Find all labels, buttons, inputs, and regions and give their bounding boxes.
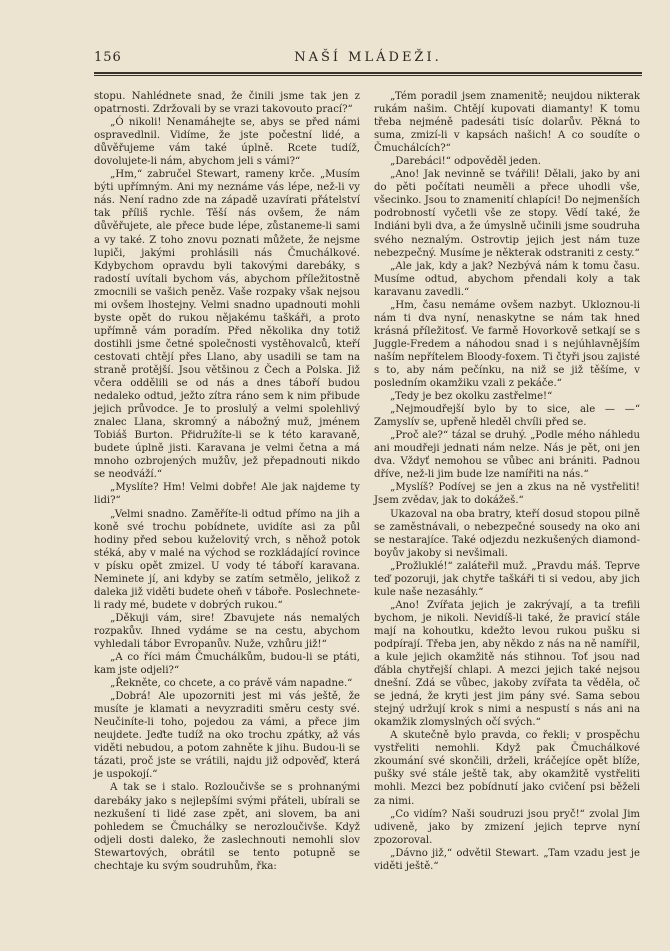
left-column — [94, 90, 360, 873]
paragraph: „Ano! Zvířata jejich je zakrývají, a ta trefili bychom, je nikoli. Nevidíš-li také, že pravicí stále mají na kohoutku, kdežto levou rukou pušku si podpírají. Třeba jen, aby někdo z nás na ně namířil, a kule jejich okamžitě nás stihnou. Toť jsou nad ďábla chytřejší chlapi. A mezci jejich také nejsou dnešní. Zdá se vůbec, jakoby zvířata ta věděla, oč se jedná, že kryti jest jim pány své. Sama sebou stejný udržují krok s nimi a nespustí s nás ani na okamžik zlomyslných očí svých.“ — [374, 599, 640, 729]
paragraph: „Prožluklé!“ zaláteřil muž. „Pravdu máš. Teprve teď pozoruji, jak chytře taškáři ti si vedou, aby jich kule naše nezasáhly.“ — [374, 560, 640, 598]
paragraph: „Nejmoudřejší bylo by to sice, ale — —“ Zamyslív se, upřeně hleděl chvíli před se. — [374, 404, 640, 429]
paragraph: „Ano! Jak nevinně se tvářili! Dělali, jako by ani do pěti počítati neuměli a přece uhodli vše, všecinko. Jsou to znamenití chlapíci! Do nejmenších podrobností vyčetli vše ze stopy. Vědí také, že Indiáni byli dva, a že úmyslně učinili jsme soudruha svého neznalým. Ostrovtip jejich jest nám tuze nebezpečný. Musíme je některak odstraniti z cesty.“ — [374, 169, 640, 259]
paragraph: „Řekněte, co chcete, a co právě vám napadne.“ — [110, 678, 353, 690]
right-column — [374, 90, 640, 873]
paragraph: „Proč ale?“ tázal se druhý. „Podle mého náhledu ani moudřeji jednati nám nelze. Nás je pět, oni jen dva. Vždyť nemohou se vůbec ani brániti. Padnou dříve, než-li jim bude lze namířiti na nás.“ — [374, 430, 640, 481]
paragraph: „Ale jak, kdy a jak? Nezbývá nám k tomu času. Musíme odtud, abychom přendali koly a tak karavanu zavedli.“ — [374, 260, 640, 298]
paragraph: stopu. Nahlédnete snad, že činili jsme tak jen z opatrnosti. Zdržovali by se vrazi takovouto prací?“ — [94, 91, 360, 116]
paragraph: „Ó nikoli! Nenamáhejte se, abys se před námi ospravedlnil. Vidíme, že jste počestní lidé, a důvěřujeme vám také úplně. Rcete tudíž, dovolujete-li nám, abychom jeli s vámi?“ — [94, 117, 360, 168]
paragraph: A skutečně bylo pravda, co řekli; v prospěchu vystřeliti nemohli. Když pak Čmuchálkové zkoumání své skončili, drželi, kráčejíce opět blíže, pušky své stále ještě tak, aby okamžitě vystřeliti mohli. Mezci bez pobídnutí jako cvičení psi běželi za nimi. — [374, 730, 640, 807]
paragraph: „Hm, času nemáme ovšem nazbyt. Ukloznou-li nám ti dva nyní, nenaskytne se nám tak hned krásná příležitosť. Ve farmě Hovorkově setkají se s Juggle-Fredem a náhodou snad i s nejúhlavnějším naším nepřítelem Bloody-foxem. Ti čtyři jsou zajisté s to, aby nám pečínku, na niž se již těšíme, v posledním okamžiku vzali z pekáče.“ — [374, 299, 640, 390]
paragraph: „Hm,“ zabručel Stewart, rameny krče. „Musím býti upřímným. Ani my neznáme vás lépe, než-li vy nás. Není radno zde na západě uzavírati přátelství tak příliš rychle. Těší nás ovšem, že nám důvěřujete, ale přece bude lépe, zůstaneme-li sami a vy také. Z toho znovu poznati můžete, že nejsme lupiči, jakými prohlásili nás Čmuchálkové. Kdybychom opravdu byli takovými darebáky, s radostí uvítali bychom vás, abychom příležitostně zmocnili se vašich peněz. Vaše rozpaky však nejsou mi ovšem lhostejny. Velmi snadno upadnouti mohli byste opět do rukou nějakému taškáři, a proto upřímně vám poradím. Před několika dny totiž dostihli jsme četné společnosti vystěhovalců, kteří cestovati chtějí přes Llano, aby usadili se tam na straně protější. Jsou většinou z Čech a Polska. Již včera oddělili se od nás a dnes táboří budou nedaleko odtud, ježto zítra ráno sem k nim přibude jejich průvodce. Je to proslulý a velmi spolehlivý znalec Llana, skromný a nábožný muž, jménem Tobiáš Burton. Přidružíte-li se k této karavaně, budete úplně jisti. Karavana je velmi četna a má mnoho ozbrojených mužův, jež přepadnouti nikdo se neodváží.“ — [94, 169, 360, 481]
paragraph: A tak se i stalo. Rozloučivše se s prohnanými darebáky jako s nejlepšími svými přáteli, ubírali se nezkušení ti lidé zase zpět, ani slovem, ba ani pohledem se Čmuchálky se nerozloučivše. Když odjeli dosti daleko, že zaslechnouti nemohli slov Stewartových, obrátil se tento potupně se chechtaje ku svým soudruhům, řka: — [94, 782, 360, 872]
paragraph: „Myslíte? Hm! Velmi dobře! Ale jak najdeme ty lidi?“ — [94, 482, 360, 507]
paragraph: „Tedy je bez okolku zastřelme!“ — [390, 391, 553, 403]
paragraph: „Myslíš? Podívej se jen a zkus na ně vystřeliti! Jsem zvědav, jak to dokážeš.“ — [374, 482, 640, 507]
paragraph: „Dávno již,“ odvětil Stewart. „Tam vzadu jest je viděti ještě.“ — [374, 847, 640, 872]
page-number: 156 — [94, 50, 122, 65]
header-rule — [94, 72, 642, 74]
paragraph: „Děkuji vám, sire! Zbavujete nás nemalých rozpakův. Ihned vydáme se na cestu, abychom vyhledali tábor Evropanův. Nuže, vzhůru již!“ — [94, 612, 360, 650]
header-rule-thin — [94, 75, 642, 76]
running-title: NAŠÍ MLÁDEŽI. — [294, 50, 442, 65]
paragraph: „A co říci mám Čmuchálkům, budou-li se ptáti, kam jste odjeli?“ — [94, 652, 360, 677]
paragraph: „Co vidím? Naši soudruzi jsou pryč!“ zvolal Jim udiveně, jako by zmizení jejich teprve nyní zpozoroval. — [374, 808, 640, 846]
paragraph: „Tém poradil jsem znamenitě; neujdou nikterak rukám našim. Chtějí kupovati diamanty! K tomu třeba nejméně padesáti tisíc dolarův. Pěkná to suma, zmizí-li v kapsách našich! A co soudíte o Čmuchálcích?“ — [374, 91, 640, 155]
paragraph: Ukazoval na oba bratry, kteří dosud stopou pilně se zaměstnávali, o nebezpečné sousedy na oko ani se nestarajíce. Také odjezdu nezkušených diamond-boyův jakoby si nevšimali. — [374, 508, 640, 559]
page-header — [94, 50, 642, 70]
paragraph: „Velmi snadno. Zaměříte-li odtud přímo na jih a koně své trochu pobídnete, uvidíte asi za půl hodiny před sebou kuželovitý vrch, s něhož potok stéká, aby v malé na východ se rozkládající rovince v písku opět zmizel. U vody té táboří karavana. Neminete jí, ani kdyby se zatím setmělo, jelikož z daleka již viděti budete oheň v táboře. Poslechnete-li rady mé, budete v dobrých rukou.“ — [94, 508, 360, 611]
paragraph: „Darebáci!“ odpověděl jeden. — [390, 156, 541, 168]
paragraph: „Dobrá! Ale upozorniti jest mi vás ještě, že musíte je klamati a nevyzraditi směru cesty své. Neučiníte-li toho, pojedou za vámi, a přece jim neujdete. Jeďte tudíž na oko trochu zpátky, až vás viděti nebudou, a potom zahněte k jihu. Budou-li se tázati, proč jste se vrátili, najdu již odpověď, která je uspokojí.“ — [94, 691, 360, 781]
